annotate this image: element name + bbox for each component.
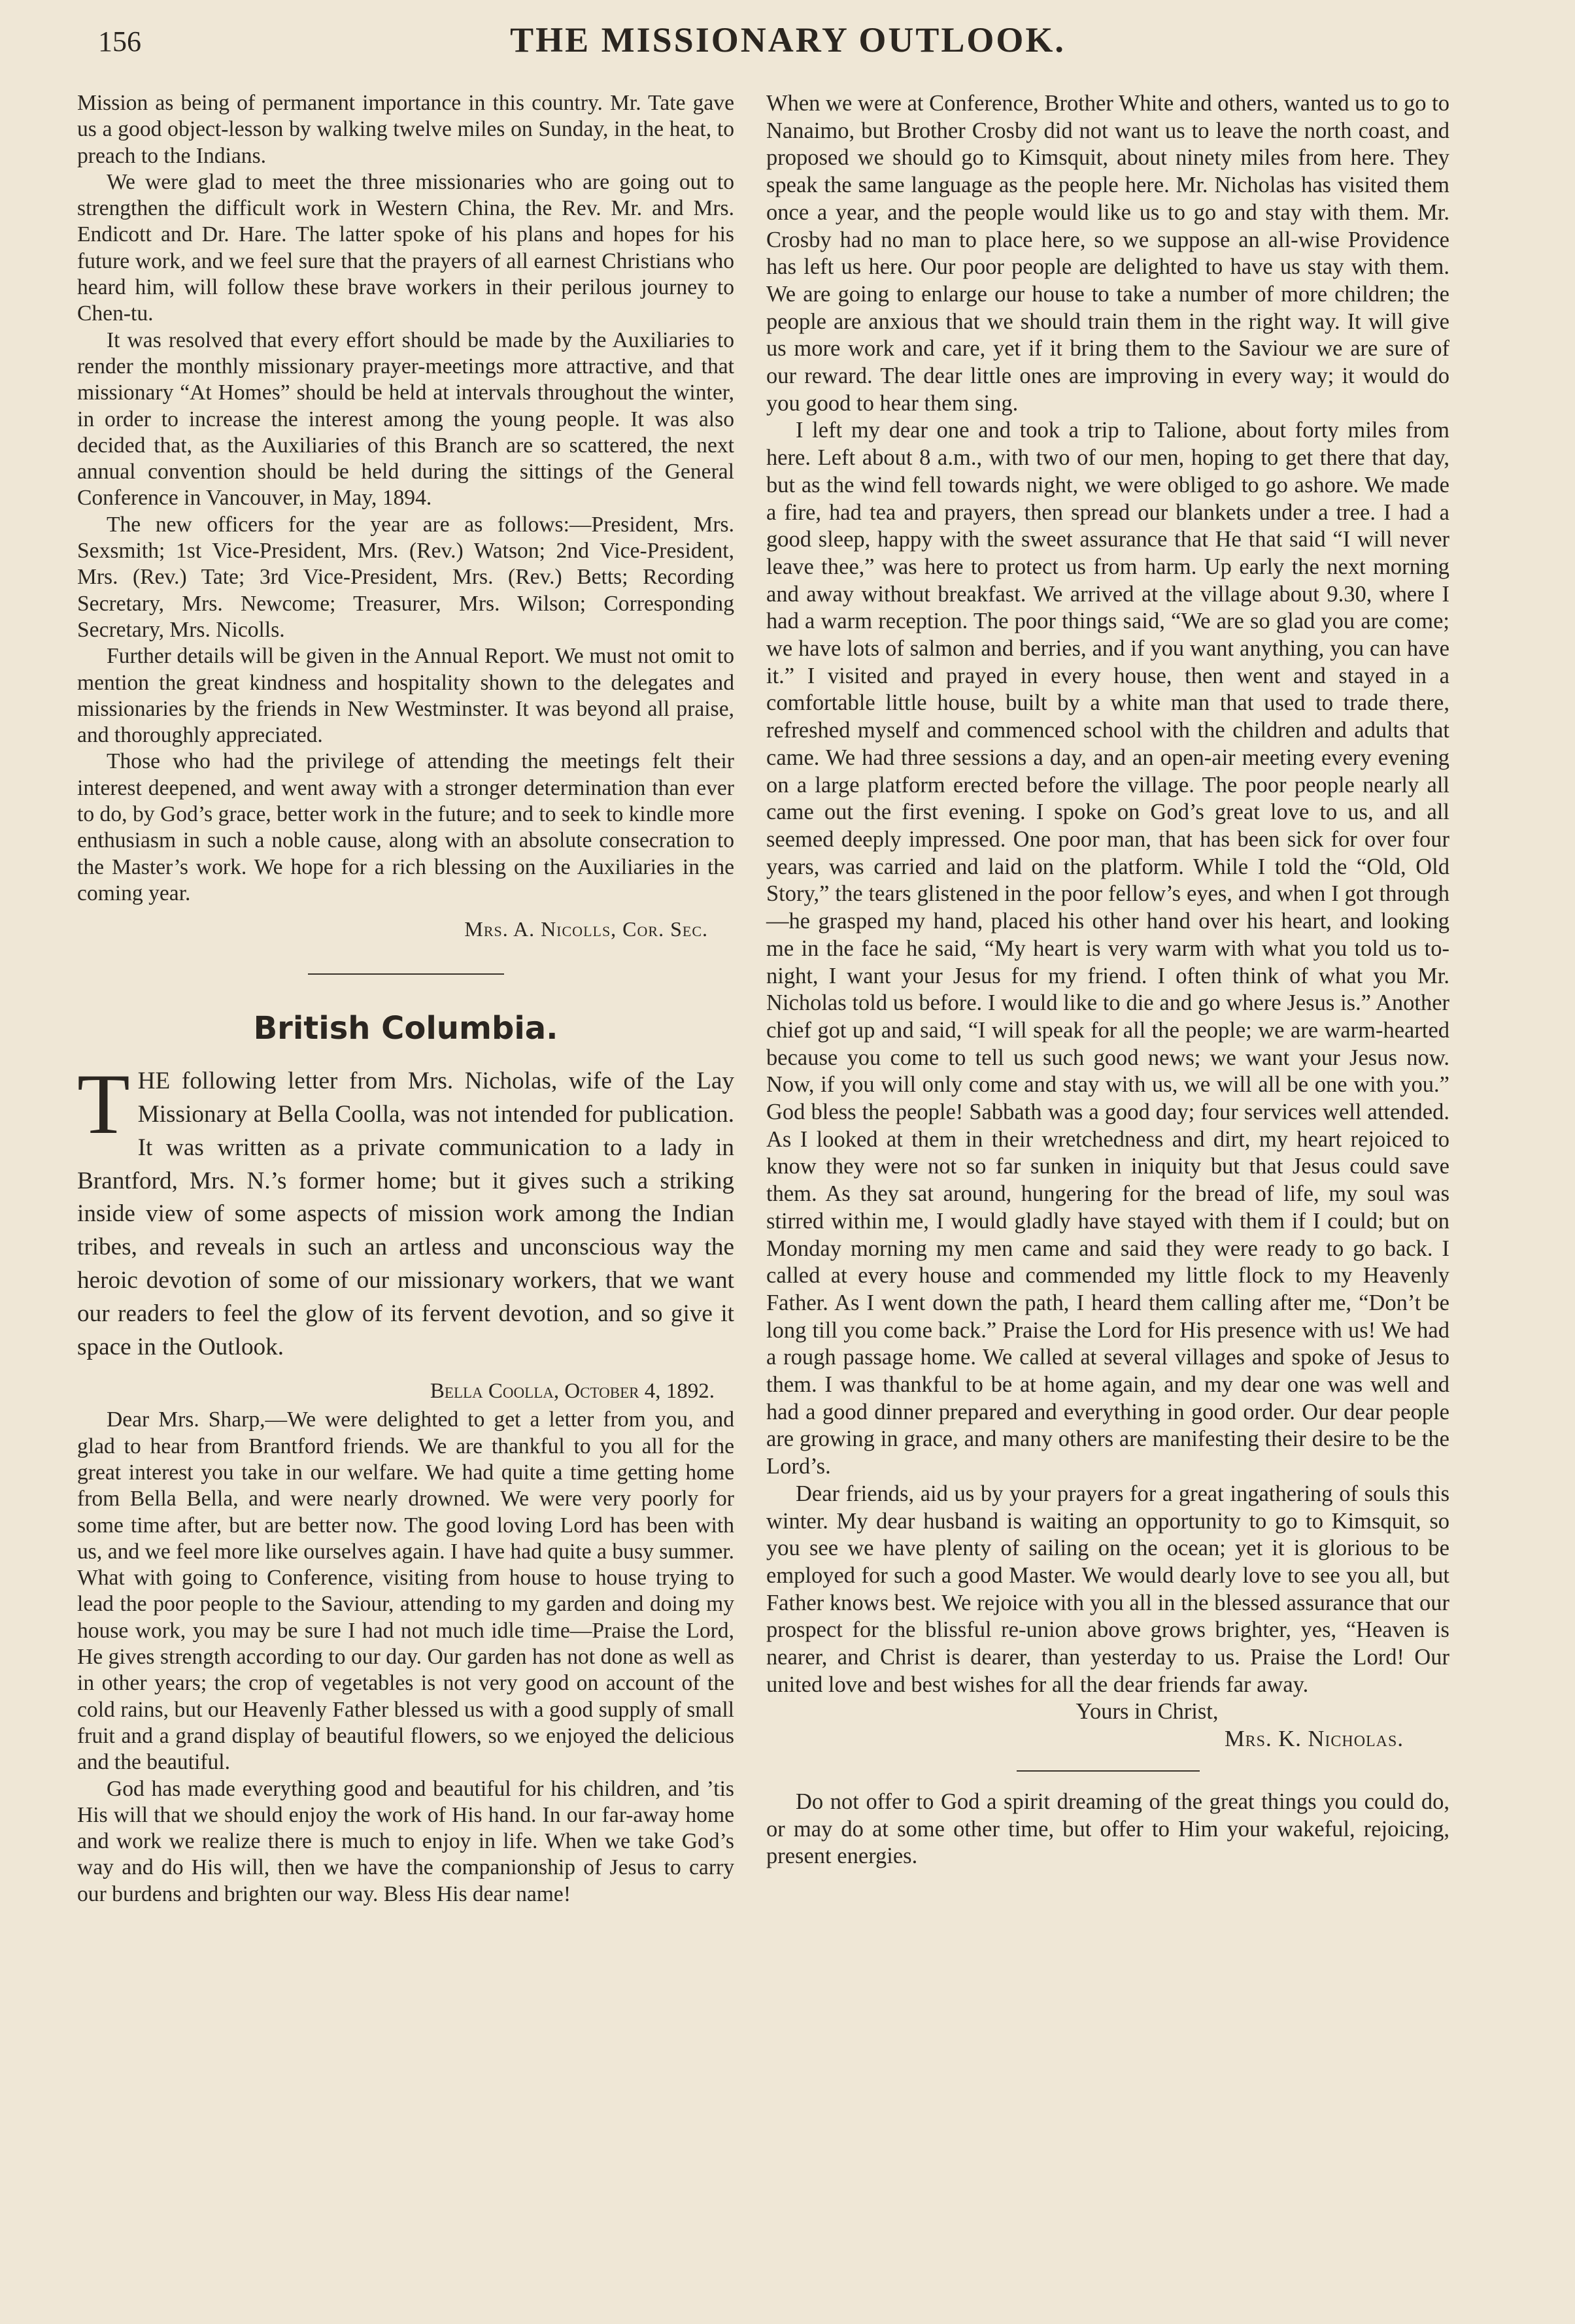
page-number: 156 [98,25,141,58]
drop-cap: T [77,1056,130,1153]
paragraph: Further details will be given in the Annual Report. We must not omit to mention the great kindness and hospitality shown to the delegates and missionaries by the friends in New Westminster. It was beyond all praise, and thoroughly appreciated. [77,644,734,748]
footer-quote: Do not offer to God a spirit dreaming of the great things you could do, or may do at some other time, but offer to Him your wakeful, rejoicing, present energies. [766,1789,1449,1869]
paragraph: The new officers for the year are as follows:—President, Mrs. Sexsmith; 1st Vice-President, Mrs. (Rev.) Watson; 2nd Vice-President, Mrs. (Rev.) Tate; 3rd Vice-President, Mrs. (Rev.) Betts; Recording Secretary, Mrs. Newcome; Treasurer, Mrs. Wilson; Corresponding Secretary, Mrs. Nicolls. [77,512,734,642]
section-divider [308,973,504,975]
closing-line: Yours in Christ, [1075,1699,1219,1725]
letter-paragraph: Dear Mrs. Sharp,—We were delighted to get a letter from you, and glad to hear from Brantford friends. We are thankful to you all for the great interest you take in our welfare. We had quite a time getting home from Bella Bella, and were nearly drowned. We were very poorly for some time after, but are better now. The good loving Lord has been with us, and we feel more like ourselves again. I have had quite a busy summer. What with going to Conference, visiting from house to house trying to lead the poor people to the Saviour, attending to my garden and doing my house work, you may be sure I had not much idle time—Praise the Lord, He gives strength according to our day. Our garden has not done as well as in other years; the crop of vegetables is not very good on account of the cold rains, but our Heavenly Father blessed us with a good supply of small fruit and a grand display of beautiful flowers, so we enjoyed the delicious and the beautiful. [77,1407,734,1775]
paragraph: Mission as being of permanent importance in this country. Mr. Tate gave us a good object-lesson by walking twelve miles on Sunday, in the heat, to preach to the Indians. [77,91,734,168]
paragraph: It was resolved that every effort should be made by the Auxiliaries to render the monthly missionary prayer-meetings more attractive, and that missionary “At Homes” should be held at intervals throughout the winter, in order to increase the interest among the young people. It was also decided that, as the Auxiliaries of this Branch are so scattered, the next annual convention should be held during the sittings of the General Conference in Vancouver, in May, 1894. [77,328,734,511]
right-column [766,90,1449,1870]
paragraph: When we were at Conference, Brother White and others, wanted us to go to Nanaimo, but Brother Crosby did not want us to leave the north coast, and proposed we should go to Kimsquit, about ninety miles from here. They speak the same language as the people here. Mr. Nicholas has visited them once a year, and the people would like us to go and stay with them. Mr. Crosby had no man to place here, so we suppose an all-wise Providence has left us here. Our poor people are delighted to have us stay with them. We are going to enlarge our house to take a number of more children; the people are anxious that we should train them in the right way. It will give us more work and care, yet if it bring them to the Saviour we are sure of our reward. The dear little ones are improving in every way; it would do you good to hear them sing. [766,91,1449,416]
signature: Mrs. A. Nicolls, Cor. Sec. [464,917,708,941]
paragraph: We were glad to meet the three missionaries who are going out to strengthen the difficult work in Western China, the Rev. Mr. and Mrs. Endicott and Dr. Hare. The latter spoke of his plans and hopes for his future work, and we feel sure that the prayers of all earnest Christians who heard him, will follow these brave workers in their perilous journey to Chen-tu. [77,169,734,326]
journal-title: THE MISSIONARY OUTLOOK. [510,20,1066,59]
section-divider [1017,1770,1200,1772]
intro-paragraph: HE following letter from Mrs. Nicholas, wife of the Lay Missionary at Bella Coolla, was not intended for publication. It was written as a private communication to a lady in Brantford, Mrs. N.’s former home; but it gives such a striking inside view of some aspects of mission work among the Indian tribes, and reveals in such an artless and unconscious way the heroic devotion of some of our missionary workers, that we want our readers to feel the glow of its fervent devotion, and so give it space in the Outlook. [77,1068,734,1360]
dateline: Bella Coolla, October 4, 1892. [430,1379,715,1404]
page-header [98,20,1478,65]
letter-paragraph: God has made everything good and beautiful for his children, and ’tis His will that we should enjoy the work of His hand. In our far-away home and work we realize there is much to enjoy in life. When we take God’s way and do His will, then we have the companionship of Jesus to carry our burdens and brighten our way. Bless His dear name! [77,1776,734,1906]
paragraph: Those who had the privilege of attending the meetings felt their interest deepened, and went away with a stronger determination than ever to do, by God’s grace, better work in the future; and to seek to kindle more enthusiasm in such a noble cause, along with an absolute consecration to the Master’s work. We hope for a rich blessing on the Auxiliaries in the coming year. [77,749,734,905]
intro-block [77,1056,734,1364]
section-title: British Columbia. [253,1010,558,1047]
paragraph: Dear friends, aid us by your prayers for a great ingathering of souls this winter. My dear husband is waiting an opportunity to go to Kimsquit, so you see we have plenty of sailing on the ocean; yet it is glorious to be employed for such a good Master. We would dearly love to see you all, but Father knows best. We rejoice with you all in the blessed assurance that our prospect for the blissful re-union above grows brighter, yes, “Heaven is nearer, and Christ is dearer, than yesterday to us. Praise the Lord! Our united love and best wishes for all the dear friends far away. [766,1481,1449,1697]
left-column [77,90,734,1908]
signature: Mrs. K. Nicholas. [1225,1726,1404,1752]
paragraph: I left my dear one and took a trip to Talione, about forty miles from here. Left about 8 a.m., with two of our men, hoping to get there that day, but as the wind fell towards night, we were obliged to go ashore. We made a fire, had tea and prayers, then spread our blankets under a tree. I had a good sleep, happy with the sweet assurance that He that said “I will never leave thee,” was here to protect us from harm. Up early the next morning and away without breakfast. We arrived at the village about 9.30, where I had a warm reception. The poor things said, “We are so glad you are come; we have lots of salmon and berries, and if you want anything, you can have it.” I visited and prayed in every house, then went and stayed in a comfortable little house, built by a white man that used to trade there, refreshed myself and commenced school with the children and adults that came. We had three sessions a day, and an open-air meeting every evening on a large platform erected before the village. The poor people nearly all came out the first evening. I spoke on God’s great love to us, and all seemed deeply impressed. One poor man, that has been sick for over four years, was carried and laid on the platform. While I told the “Old, Old Story,” the tears glistened in the poor fellow’s eyes, and when I got through—he grasped my hand, placed his other hand over his heart, and looking me in the face he said, “My heart is very warm with what you told us to-night, I want your Jesus for my friend. I often think of what you Mr. Nicholas told us before. I would like to die and go where Jesus is.” Another chief got up and said, “I will speak for all the people; we are warm-hearted because you come to tell us such good news; we want your Jesus now. Now, if you will only come and stay with us, we will all be one with you.” God bless the people! Sabbath was a good day; four services well attended. As I looked at them in their wretchedness and dirt, my heart rejoiced to know they were not so far sunken in iniquity but that Jesus could save them. As they sat around, hungering for the bread of life, my soul was stirred within me, I would gladly have stayed with them if I could; but on Monday morning my men came and said they were ready to go back. I called at every house and commended my little flock to my Heavenly Father. As I went down the path, I heard them calling after me, “Don’t be long till you come back.” Praise the Lord for His presence with us! We had a rough passage home. We called at several villages and spoke of Jesus to them. I was thankful to be at home again, and my dear one was well and had a good dinner prepared and everything in good order. Our dear people are growing in grace, and many others are manifesting their desire to be the Lord’s. [766,418,1449,1479]
